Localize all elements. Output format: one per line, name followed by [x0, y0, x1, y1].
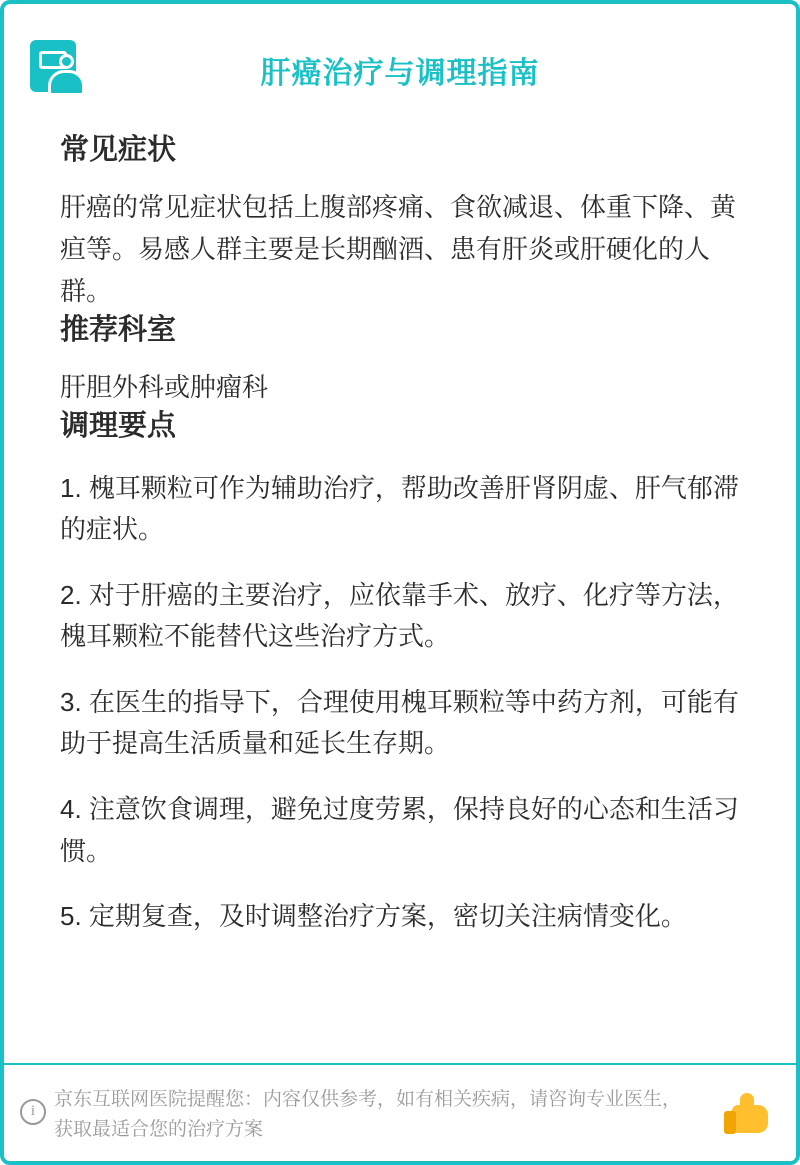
- section-text-department: 肝胆外科或肿瘤科: [60, 371, 269, 402]
- care-points-list: [60, 468, 746, 938]
- list-item: 1. 槐耳颗粒可作为辅助治疗，帮助改善肝肾阴虚、肝气郁滞的症状。: [60, 472, 739, 545]
- footer-disclaimer: 京东互联网医院提醒您：内容仅供参考，如有相关疾病，请咨询专业医生，获取最适合您的治疗方案: [54, 1089, 682, 1141]
- guide-content: [60, 132, 746, 938]
- section-heading-care-points: 调理要点: [60, 409, 177, 442]
- list-item: 3. 在医生的指导下，合理使用槐耳颗粒等中药方剂，可能有助于提高生活质量和延长生存期。: [60, 686, 739, 759]
- section-heading-symptoms: 常见症状: [60, 134, 177, 166]
- thumb-palm-shape: [732, 1105, 768, 1133]
- thumb-cuff-shape: [724, 1111, 736, 1134]
- list-item: 5. 定期复查，及时调整治疗方案，密切关注病情变化。: [60, 901, 687, 932]
- footer-bar: [4, 1063, 796, 1161]
- info-icon: i: [20, 1099, 46, 1125]
- section-heading-department: 推荐科室: [60, 314, 177, 347]
- page-title: 肝癌治疗与调理指南: [260, 57, 540, 90]
- list-item: 4. 注意饮食调理，避免过度劳累，保持良好的心态和生活习惯。: [60, 794, 739, 866]
- thumbs-up-icon[interactable]: [724, 1093, 770, 1135]
- list-item: 2. 对于肝癌的主要治疗，应依靠手术、放疗、化疗等方法，槐耳颗粒不能替代这些治疗方式。: [60, 579, 739, 652]
- section-text-symptoms: 肝癌的常见症状包括上腹部疼痛、食欲减退、体重下降、黄疸等。易感人群主要是长期酗酒、患有肝炎或肝硬化的人群。: [60, 191, 737, 306]
